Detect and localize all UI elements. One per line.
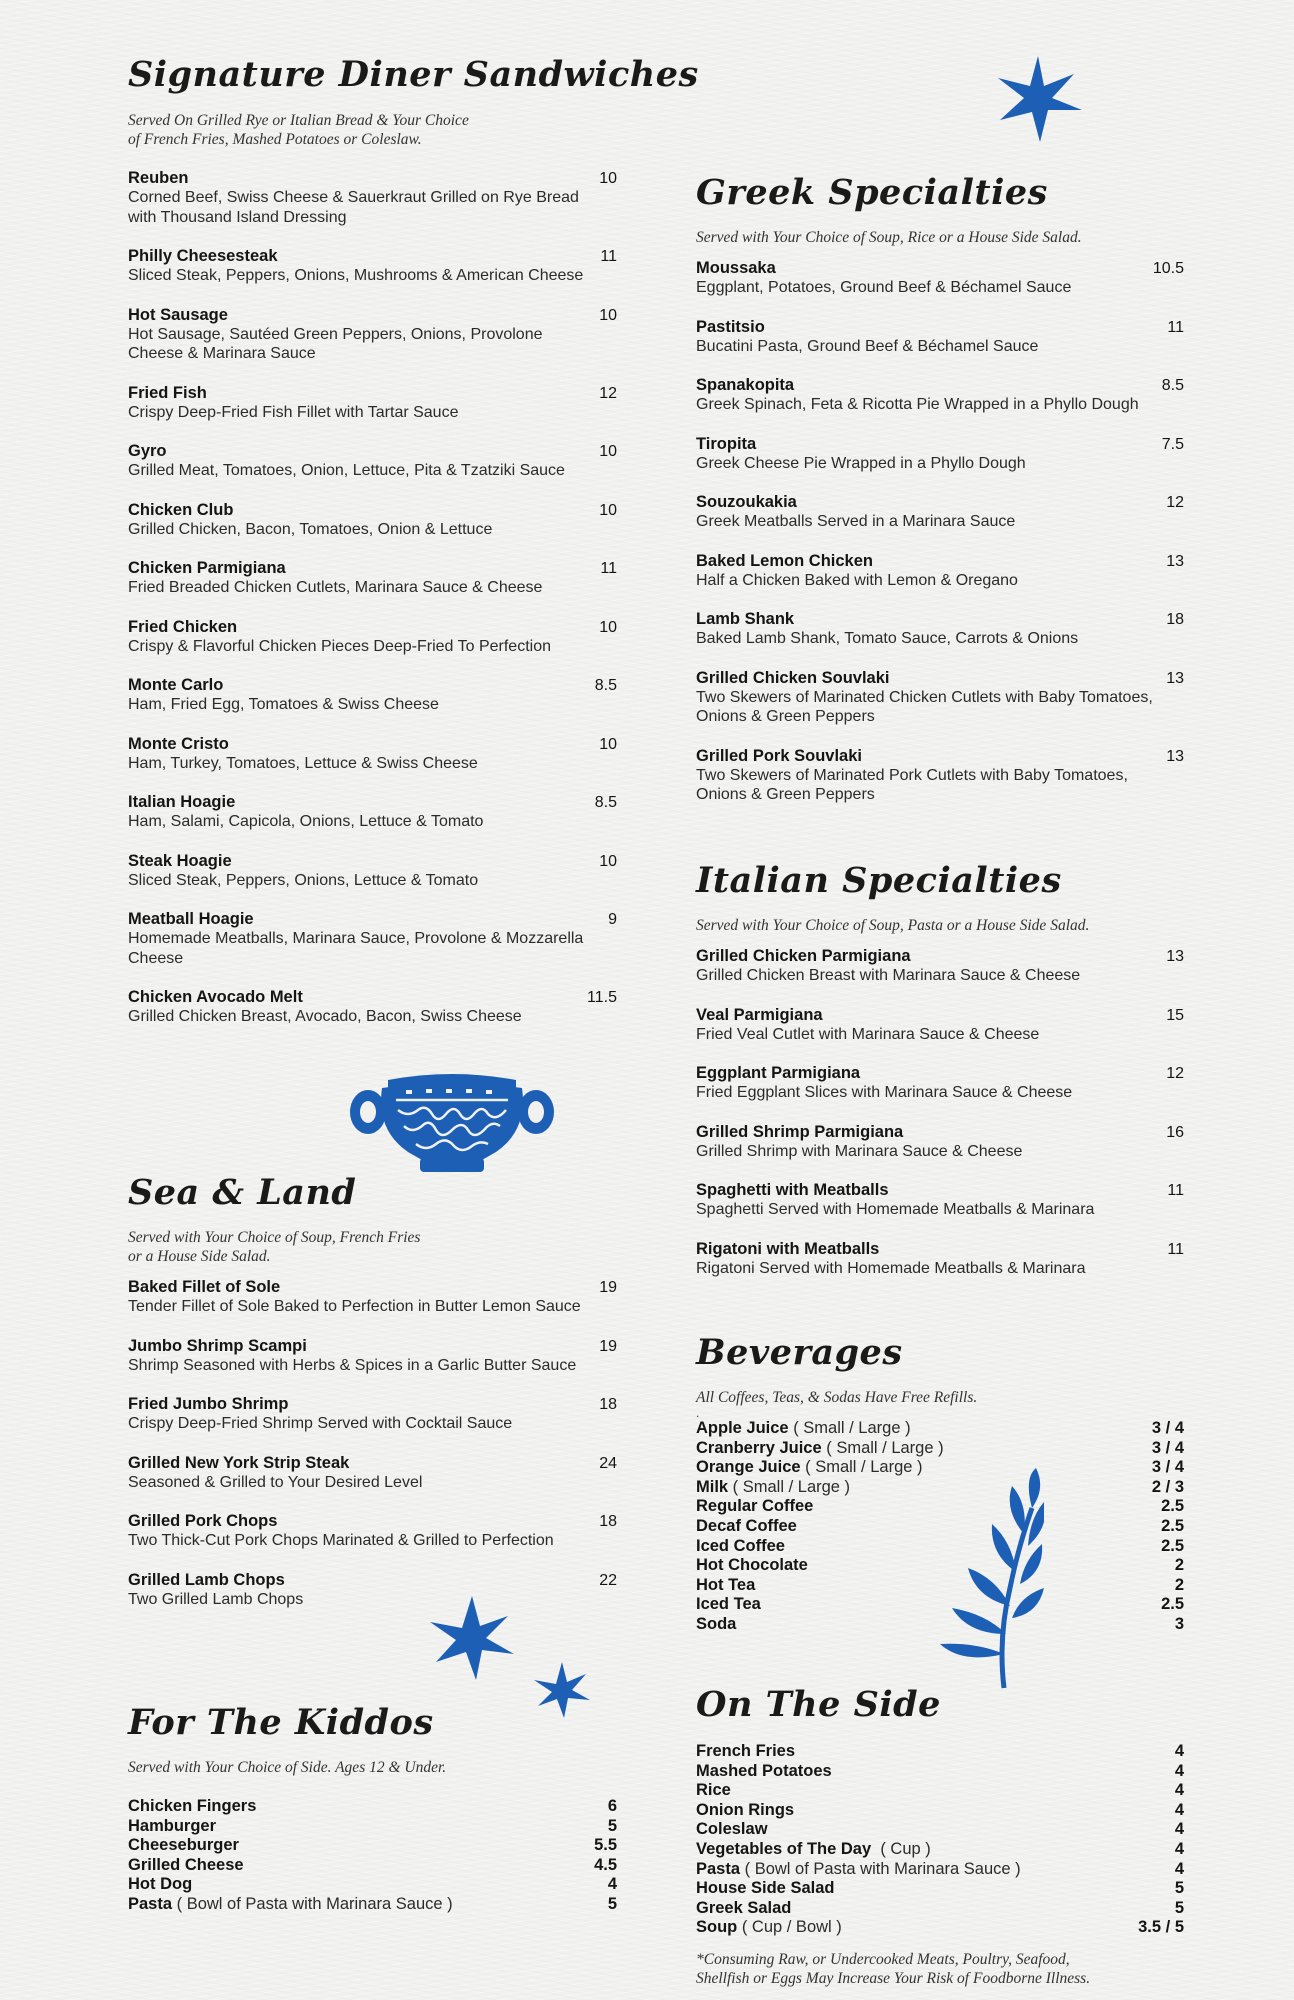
item-name: Meatball Hoagie (128, 910, 254, 928)
item-name: Rigatoni with Meatballs (696, 1239, 880, 1258)
menu-list (128, 169, 617, 1027)
item-detail: ( Cup / Bowl ) (737, 1918, 842, 1937)
item-name: Chicken Avocado Melt (128, 988, 303, 1006)
item-price: 4 (1174, 1859, 1184, 1878)
item-name: Cranberry Juice (696, 1438, 822, 1457)
menu-item (128, 852, 617, 891)
item-price: 10 (599, 735, 617, 753)
menu-item (128, 988, 617, 1027)
item-price: 10 (599, 306, 617, 324)
item-name: Monte Cristo (128, 734, 229, 753)
item-name: Grilled Shrimp Parmigiana (696, 1122, 904, 1141)
section-note (128, 1228, 617, 1266)
item-name: Apple Juice (696, 1419, 789, 1437)
menu-item (696, 747, 1184, 805)
item-name: Grilled Lamb Chops (128, 1570, 285, 1589)
section-sandwiches (128, 52, 699, 1047)
item-label (696, 1860, 1021, 1880)
menu-item (696, 1123, 1184, 1162)
item-description: Greek Spinach, Feta & Ricotta Pie Wrapped in a Phyllo Dough (696, 396, 1139, 413)
item-name: Iced Tea (696, 1595, 761, 1614)
item-price: 2 / 3 (1151, 1477, 1184, 1496)
item-price: 10 (599, 443, 617, 460)
section-italian (696, 858, 1184, 1298)
item-name: Grilled Chicken Souvlaki (696, 668, 890, 687)
item-price: 11 (600, 248, 617, 265)
item-name: House Side Salad (696, 1879, 835, 1898)
menu-item (128, 793, 617, 832)
item-name: Soup (696, 1918, 738, 1937)
item-name: Coleslaw (696, 1820, 768, 1839)
item-price: 13 (1166, 948, 1184, 965)
item-price: 10 (599, 501, 617, 519)
item-label (696, 1840, 931, 1860)
menu-list (696, 1742, 1184, 1938)
item-price: 3 / 4 (1151, 1419, 1184, 1437)
item-label (696, 1439, 944, 1459)
item-price: 18 (599, 1396, 617, 1413)
item-label (128, 1817, 216, 1837)
menu-item (128, 1797, 617, 1817)
item-name: Orange Juice (696, 1458, 801, 1477)
item-name: Hamburger (128, 1816, 217, 1835)
item-price: 16 (1166, 1123, 1184, 1141)
item-price: 4.5 (594, 1855, 617, 1874)
menu-item (696, 1801, 1184, 1821)
menu-item (696, 669, 1184, 727)
footnote-line: *Consuming Raw, or Undercooked Meats, Poultry, Seafood, (696, 1950, 1070, 1968)
item-label (696, 1781, 731, 1801)
item-name: Soda (696, 1614, 737, 1633)
item-label (128, 1856, 244, 1876)
item-price: 12 (1166, 1065, 1184, 1082)
item-name: Baked Lemon Chicken (696, 551, 873, 570)
item-price: 8.5 (594, 677, 617, 694)
menu-item (696, 552, 1184, 591)
item-name: Hot Sausage (128, 305, 228, 324)
item-price: 2.5 (1161, 1497, 1184, 1516)
item-name: Rice (696, 1781, 731, 1800)
section-greek (696, 170, 1184, 825)
item-name: Veal Parmigiana (696, 1005, 823, 1024)
greek-bowl-icon (346, 1060, 558, 1176)
item-name: Grilled Pork Souvlaki (696, 746, 862, 765)
note-line: Served with Your Choice of Soup, French Fries (128, 1229, 421, 1246)
item-description: Fried Breaded Chicken Cutlets, Marinara Sauce & Cheese (128, 579, 543, 596)
item-label (128, 1875, 192, 1895)
item-name: Chicken Fingers (128, 1797, 257, 1815)
item-price: 11 (1167, 1182, 1184, 1199)
menu-item (696, 1840, 1184, 1860)
item-detail: ( Small / Large ) (728, 1477, 851, 1496)
menu-item (128, 501, 617, 540)
item-price: 11 (1167, 1240, 1184, 1258)
item-label (696, 1615, 736, 1635)
menu-item (696, 1419, 1184, 1439)
item-price: 2 (1174, 1556, 1184, 1575)
menu-item (128, 1571, 617, 1610)
item-description: Spaghetti Served with Homemade Meatballs & Marinara (696, 1201, 1095, 1218)
item-price: 10 (599, 618, 617, 636)
menu-item (696, 947, 1184, 986)
menu-item (128, 1395, 617, 1434)
item-name: Fried Chicken (128, 617, 238, 636)
item-name: Grilled Pork Chops (128, 1512, 278, 1530)
item-label (696, 1537, 785, 1557)
item-detail: ( Cup ) (871, 1839, 931, 1858)
menu-item (696, 376, 1184, 415)
section-title: Greek Specialties (696, 172, 1048, 213)
menu-item (128, 384, 617, 423)
menu-item (128, 1817, 617, 1837)
item-price: 2.5 (1161, 1595, 1184, 1614)
item-description: Ham, Turkey, Tomatoes, Lettuce & Swiss Cheese (128, 754, 478, 772)
item-description: Sliced Steak, Peppers, Onions, Mushrooms & American Cheese (128, 267, 584, 284)
item-name: Hot Chocolate (696, 1556, 808, 1575)
item-name: Eggplant Parmigiana (696, 1064, 861, 1082)
item-price: 5.5 (594, 1836, 617, 1855)
menu-list (128, 1278, 617, 1609)
item-price: 11.5 (587, 989, 617, 1006)
footnote (696, 1950, 1184, 1989)
item-price: 4 (1174, 1800, 1184, 1819)
item-description: Crispy Deep-Fried Fish Fillet with Tartar Sauce (128, 403, 459, 421)
item-name: Moussaka (696, 259, 776, 277)
item-price: 13 (1166, 669, 1184, 687)
item-detail: ( Bowl of Pasta with Marinara Sauce ) (740, 1859, 1021, 1878)
item-name: Baked Fillet of Sole (128, 1278, 281, 1296)
item-name: Pasta (696, 1859, 741, 1878)
item-description: Two Skewers of Marinated Chicken Cutlets with Baby Tomatoes, Onions & Green Peppers (696, 688, 1153, 725)
item-name: Grilled Chicken Parmigiana (696, 947, 911, 965)
section-sea-land (128, 1170, 617, 1629)
item-price: 4 (1174, 1820, 1184, 1839)
menu-item (128, 618, 617, 657)
item-label (696, 1517, 797, 1537)
olive-branch-icon (932, 1468, 1044, 1690)
item-price: 5 (607, 1816, 617, 1835)
item-label (128, 1895, 453, 1915)
item-label (696, 1576, 755, 1596)
item-price: 2.5 (1161, 1516, 1184, 1535)
item-label (696, 1742, 795, 1762)
item-name: Decaf Coffee (696, 1516, 797, 1535)
item-label (128, 1836, 239, 1856)
item-name: Spaghetti with Meatballs (696, 1181, 889, 1199)
item-description: Fried Eggplant Slices with Marinara Sauce & Cheese (696, 1084, 1073, 1101)
item-name: Regular Coffee (696, 1497, 814, 1516)
item-description: Bucatini Pasta, Ground Beef & Béchamel Sauce (696, 337, 1039, 355)
item-label (696, 1497, 813, 1517)
item-description: Corned Beef, Swiss Cheese & Sauerkraut Grilled on Rye Bread with Thousand Island Dressing (128, 189, 579, 226)
menu-item (128, 306, 617, 364)
menu-item (696, 1439, 1184, 1459)
item-name: Spanakopita (696, 376, 795, 394)
star-icon (424, 1592, 524, 1682)
menu-item (696, 493, 1184, 532)
item-description: Crispy & Flavorful Chicken Pieces Deep-Fried To Perfection (128, 637, 551, 655)
item-price: 11 (1167, 318, 1184, 336)
item-price: 6 (607, 1797, 617, 1815)
menu-item (128, 1454, 617, 1493)
item-description: Greek Meatballs Served in a Marinara Sauce (696, 513, 1016, 530)
item-name: Jumbo Shrimp Scampi (128, 1336, 307, 1355)
item-description: Grilled Chicken, Bacon, Tomatoes, Onion & Lettuce (128, 520, 493, 538)
footnote-line: Shellfish or Eggs May Increase Your Risk of Foodborne Illness. (696, 1970, 1091, 1988)
menu-item (696, 1918, 1184, 1938)
item-label (696, 1899, 791, 1919)
item-price: 10 (599, 170, 617, 187)
item-label (696, 1918, 842, 1938)
item-price: 13 (1166, 747, 1184, 765)
menu-item (128, 910, 617, 968)
section-title: Sea & Land (128, 1172, 357, 1213)
menu-item (696, 1899, 1184, 1919)
menu-item (128, 559, 617, 598)
menu-item (128, 1836, 617, 1856)
item-name: Lamb Shank (696, 610, 795, 628)
item-description: Tender Fillet of Sole Baked to Perfection in Butter Lemon Sauce (128, 1298, 581, 1315)
item-name: Grilled Cheese (128, 1855, 244, 1874)
section-title: Italian Specialties (696, 860, 1062, 901)
item-description: Baked Lamb Shank, Tomato Sauce, Carrots & Onions (696, 630, 1079, 647)
menu-item (696, 1781, 1184, 1801)
item-price: 13 (1166, 552, 1184, 570)
item-name: French Fries (696, 1742, 796, 1760)
item-name: Grilled New York Strip Steak (128, 1453, 350, 1472)
menu-item (128, 1278, 617, 1317)
dot-mark: . (696, 1406, 700, 1420)
menu-item (696, 1742, 1184, 1762)
section-note: Served with Your Choice of Side. Ages 12 & Under. (128, 1759, 447, 1776)
item-name: Monte Carlo (128, 676, 224, 694)
item-price: 4 (1174, 1781, 1184, 1800)
menu-item (128, 247, 617, 286)
item-price: 15 (1166, 1006, 1184, 1024)
item-price: 5 (1174, 1879, 1184, 1898)
item-detail: ( Small / Large ) (788, 1419, 911, 1437)
item-description: Grilled Chicken Breast with Marinara Sauce & Cheese (696, 967, 1081, 984)
item-price: 3 / 4 (1151, 1458, 1184, 1477)
section-note: Served with Your Choice of Soup, Pasta or a House Side Salad. (696, 917, 1090, 934)
item-description: Two Thick-Cut Pork Chops Marinated & Grilled to Perfection (128, 1532, 554, 1549)
section-note (128, 111, 617, 149)
menu-item (128, 676, 617, 715)
item-price: 12 (1166, 494, 1184, 511)
menu-item (696, 1181, 1184, 1220)
item-detail: ( Small / Large ) (821, 1438, 944, 1457)
item-price: 4 (1174, 1839, 1184, 1858)
menu-item (128, 1337, 617, 1376)
item-name: Chicken Club (128, 500, 234, 519)
menu-item (696, 610, 1184, 649)
item-name: Hot Dog (128, 1875, 193, 1894)
item-price: 24 (599, 1454, 617, 1472)
item-price: 3 / 4 (1151, 1438, 1184, 1457)
item-price: 8.5 (594, 794, 617, 811)
menu-item (696, 1006, 1184, 1045)
section-sides (696, 1682, 1184, 1989)
item-description: Greek Cheese Pie Wrapped in a Phyllo Dough (696, 454, 1026, 472)
item-price: 4 (1174, 1761, 1184, 1780)
item-name: Souzoukakia (696, 493, 797, 511)
item-description: Ham, Salami, Capicola, Onions, Lettuce & Tomato (128, 813, 484, 830)
item-label (696, 1419, 911, 1439)
item-name: Pastitsio (696, 317, 765, 336)
item-label (128, 1797, 256, 1817)
item-name: Fried Fish (128, 383, 207, 402)
item-description: Seasoned & Grilled to Your Desired Level (128, 1473, 423, 1491)
menu-item (696, 435, 1184, 474)
item-label (696, 1478, 850, 1498)
item-description: Homemade Meatballs, Marinara Sauce, Provolone & Mozzarella Cheese (128, 930, 584, 967)
menu-item (696, 1820, 1184, 1840)
menu-item (696, 259, 1184, 298)
item-price: 22 (599, 1571, 617, 1589)
item-description: Grilled Meat, Tomatoes, Onion, Lettuce, Pita & Tzatziki Sauce (128, 462, 565, 479)
item-description: Grilled Chicken Breast, Avocado, Bacon, Swiss Cheese (128, 1008, 522, 1025)
menu-item (696, 1879, 1184, 1899)
item-description: Crispy Deep-Fried Shrimp Served with Cocktail Sauce (128, 1415, 513, 1432)
menu-item (128, 735, 617, 774)
menu-item (128, 442, 617, 481)
star-icon (990, 54, 1086, 144)
item-name: Italian Hoagie (128, 793, 236, 811)
item-name: Onion Rings (696, 1800, 795, 1819)
item-label (696, 1458, 923, 1478)
item-name: Steak Hoagie (128, 851, 232, 870)
item-price: 18 (1166, 611, 1184, 628)
item-price: 19 (599, 1337, 617, 1355)
item-name: Iced Coffee (696, 1536, 785, 1555)
item-price: 11 (600, 560, 617, 577)
item-name: Fried Jumbo Shrimp (128, 1395, 289, 1413)
item-name: Mashed Potatoes (696, 1761, 832, 1780)
item-name: Gyro (128, 442, 167, 460)
item-label (696, 1595, 761, 1615)
menu-item (696, 1860, 1184, 1880)
section-kiddos (128, 1700, 617, 1915)
menu-item (128, 1856, 617, 1876)
menu-list (696, 259, 1184, 805)
menu-list (696, 947, 1184, 1278)
item-name: Reuben (128, 169, 189, 187)
item-description: Hot Sausage, Sautéed Green Peppers, Onions, Provolone Cheese & Marinara Sauce (128, 325, 543, 362)
item-name: Philly Cheesesteak (128, 247, 278, 265)
item-name: Greek Salad (696, 1898, 792, 1917)
item-name: Tiropita (696, 434, 757, 453)
item-detail: ( Small / Large ) (800, 1458, 923, 1477)
item-price: 18 (599, 1513, 617, 1530)
menu-item (128, 169, 617, 227)
item-name: Milk (696, 1477, 729, 1496)
item-price: 9 (608, 911, 617, 928)
item-label (696, 1556, 808, 1576)
item-price: 8.5 (1161, 377, 1184, 394)
item-description: Two Grilled Lamb Chops (128, 1590, 304, 1608)
item-price: 10 (599, 852, 617, 870)
section-note: Served with Your Choice of Soup, Rice or a House Side Salad. (696, 229, 1082, 246)
menu-item (696, 318, 1184, 357)
item-name: Chicken Parmigiana (128, 559, 286, 577)
item-name: Hot Tea (696, 1575, 756, 1594)
menu-item (128, 1895, 617, 1915)
menu-item (696, 1064, 1184, 1103)
item-price: 10.5 (1152, 260, 1184, 277)
item-description: Half a Chicken Baked with Lemon & Oregano (696, 571, 1018, 589)
menu-item (696, 1762, 1184, 1782)
item-price: 3 (1174, 1614, 1184, 1633)
note-line: Served On Grilled Rye or Italian Bread & Your Choice (128, 112, 469, 129)
menu-item (128, 1512, 617, 1551)
section-title: For The Kiddos (128, 1702, 434, 1743)
item-price: 19 (599, 1279, 617, 1296)
item-name: Vegetables of The Day (696, 1839, 872, 1858)
menu-list (128, 1797, 617, 1915)
item-price: 4 (1174, 1742, 1184, 1760)
item-name: Cheeseburger (128, 1836, 239, 1855)
item-label (696, 1820, 768, 1840)
item-name: Pasta (128, 1894, 173, 1913)
item-description: Rigatoni Served with Homemade Meatballs & Marinara (696, 1259, 1086, 1277)
item-label (696, 1801, 794, 1821)
item-price: 5 (607, 1894, 617, 1913)
item-price: 2.5 (1161, 1536, 1184, 1555)
item-price: 3.5 / 5 (1138, 1918, 1184, 1937)
item-price: 12 (599, 384, 617, 402)
item-description: Two Skewers of Marinated Pork Cutlets with Baby Tomatoes, Onions & Green Peppers (696, 766, 1128, 803)
item-label (696, 1879, 834, 1899)
item-price: 2 (1174, 1575, 1184, 1594)
item-description: Ham, Fried Egg, Tomatoes & Swiss Cheese (128, 696, 439, 713)
item-description: Shrimp Seasoned with Herbs & Spices in a Garlic Butter Sauce (128, 1356, 577, 1374)
note-line: or a House Side Salad. (128, 1248, 271, 1265)
section-title: On The Side (696, 1684, 941, 1725)
item-label (696, 1762, 832, 1782)
item-description: Eggplant, Potatoes, Ground Beef & Béchamel Sauce (696, 279, 1072, 296)
section-title: Beverages (696, 1332, 903, 1373)
item-price: 7.5 (1161, 435, 1184, 453)
item-description: Sliced Steak, Peppers, Onions, Lettuce & Tomato (128, 871, 479, 889)
item-description: Grilled Shrimp with Marinara Sauce & Cheese (696, 1142, 1023, 1160)
menu-item (128, 1875, 617, 1895)
item-price: 4 (607, 1875, 617, 1894)
section-title: Signature Diner Sandwiches (128, 54, 699, 95)
menu-item (696, 1240, 1184, 1279)
item-detail: ( Bowl of Pasta with Marinara Sauce ) (172, 1894, 453, 1913)
section-note: All Coffees, Teas, & Sodas Have Free Refills. (696, 1389, 978, 1406)
item-price: 5 (1174, 1898, 1184, 1917)
note-line: of French Fries, Mashed Potatoes or Coleslaw. (128, 131, 422, 148)
item-description: Fried Veal Cutlet with Marinara Sauce & Cheese (696, 1025, 1040, 1043)
